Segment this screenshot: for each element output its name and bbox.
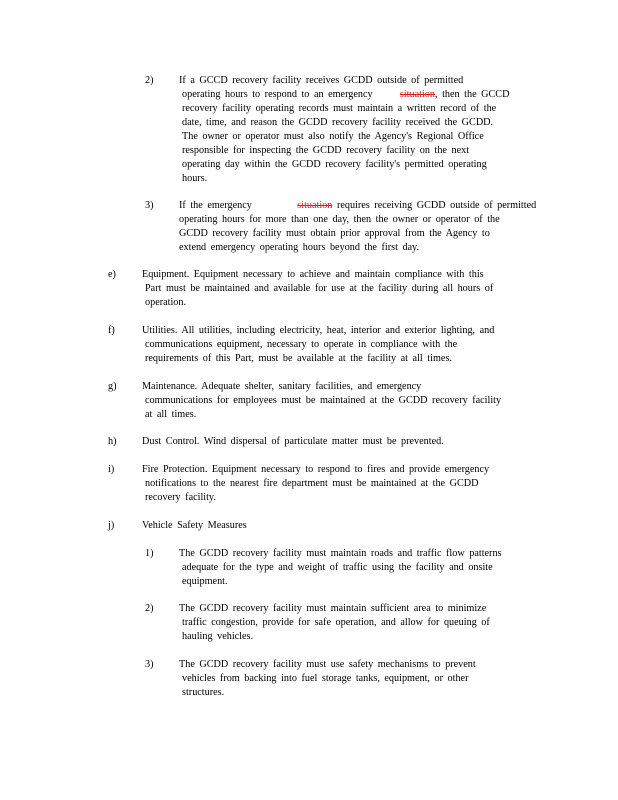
text-line: notifications to the nearest fire department must be maintained at the GCDD [145,478,479,489]
item-marker: i) [108,464,115,475]
text-line: operation. [145,297,187,308]
text-line: communications for employees must be maintained at the GCDD recovery facility [145,395,502,406]
text-line: hauling vehicles. [182,631,254,642]
text-line: GCDD recovery facility must obtain prior approval from the Agency to [179,228,490,239]
text-line: recovery facility operating records must maintain a written record of the [182,103,497,114]
paragraph-body [179,74,539,186]
item-marker: 3) [145,200,154,211]
paragraph-heading [142,519,542,533]
item-marker: 3) [145,659,154,670]
text-segment: requires receiving GCDD outside of permitted [336,200,537,211]
text-line: hours. [182,173,208,184]
item-marker: e) [108,269,116,280]
text-segment: , then the GCCD [434,89,510,100]
text-line: operating day within the GCDD recovery facility's permitted operating [182,159,487,170]
text-line: equipment. [182,576,228,587]
text-line: adequate for the type and weight of traffic using the facility and onsite [182,562,493,573]
text-line: date, time, and reason the GCDD recovery facility received the GCDD. [182,117,494,128]
paragraph-body [142,268,542,310]
text-line: The GCDD recovery facility must maintain roads and traffic flow patterns [179,548,502,559]
paragraph-body [142,380,542,422]
text-line: structures. [182,687,225,698]
text-line: The GCDD recovery facility must use safety mechanisms to prevent [179,659,476,670]
text-line: The GCDD recovery facility must maintain sufficient area to minimize [179,603,487,614]
text-segment: If the emergency [179,200,252,211]
text-line: Equipment. Equipment necessary to achieve and maintain compliance with this [142,269,484,280]
text-line: If a GCCD recovery facility receives GCDD outside of permitted [179,75,464,86]
text-line-with-strike [179,199,539,213]
text-line: recovery facility. [145,492,216,503]
item-marker: j) [108,520,115,531]
paragraph-body [179,199,539,255]
text-line: Part must be maintained and available for use at the facility during all hours of [145,283,494,294]
text-line: Maintenance. Adequate shelter, sanitary facilities, and emergency [142,381,422,392]
item-marker: h) [108,436,117,447]
text-line: extend emergency operating hours beyond the first day. [179,242,420,253]
text-line-with-strike [179,88,539,102]
paragraph-body [142,435,542,449]
paragraph-body [179,602,539,644]
text-line: operating hours for more than one day, then the owner or operator of the [179,214,500,225]
text-segment: operating hours to respond to an emergency [182,89,373,100]
paragraph-body [179,547,539,589]
item-marker: f) [108,325,115,336]
paragraph-body [179,658,539,700]
text-line: requirements of this Part, must be available at the facility at all times. [145,353,452,364]
text-line: at all times. [145,409,197,420]
paragraph-body [142,324,542,366]
item-marker: 1) [145,548,154,559]
item-marker: 2) [145,603,154,614]
text-line: Utilities. All utilities, including electricity, heat, interior and exterior lighting, and [142,325,495,336]
text-line: traffic congestion, provide for safe operation, and allow for queuing of [182,617,490,628]
item-marker: 2) [145,75,154,86]
struck-word: situation [399,89,435,100]
text-line: Dust Control. Wind dispersal of particulate matter must be prevented. [142,436,444,447]
text-line: Fire Protection. Equipment necessary to respond to fires and provide emergency [142,464,490,475]
text-line: vehicles from backing into fuel storage tanks, equipment, or other [182,673,469,684]
text-line: communications equipment, necessary to operate in compliance with the [145,339,458,350]
struck-word: situation [297,200,333,211]
item-marker: g) [108,381,117,392]
text-line: The owner or operator must also notify the Agency's Regional Office [182,131,484,142]
paragraph-body [142,463,542,505]
text-line: responsible for inspecting the GCDD recovery facility on the next [182,145,470,156]
text-line: Vehicle Safety Measures [142,520,247,531]
